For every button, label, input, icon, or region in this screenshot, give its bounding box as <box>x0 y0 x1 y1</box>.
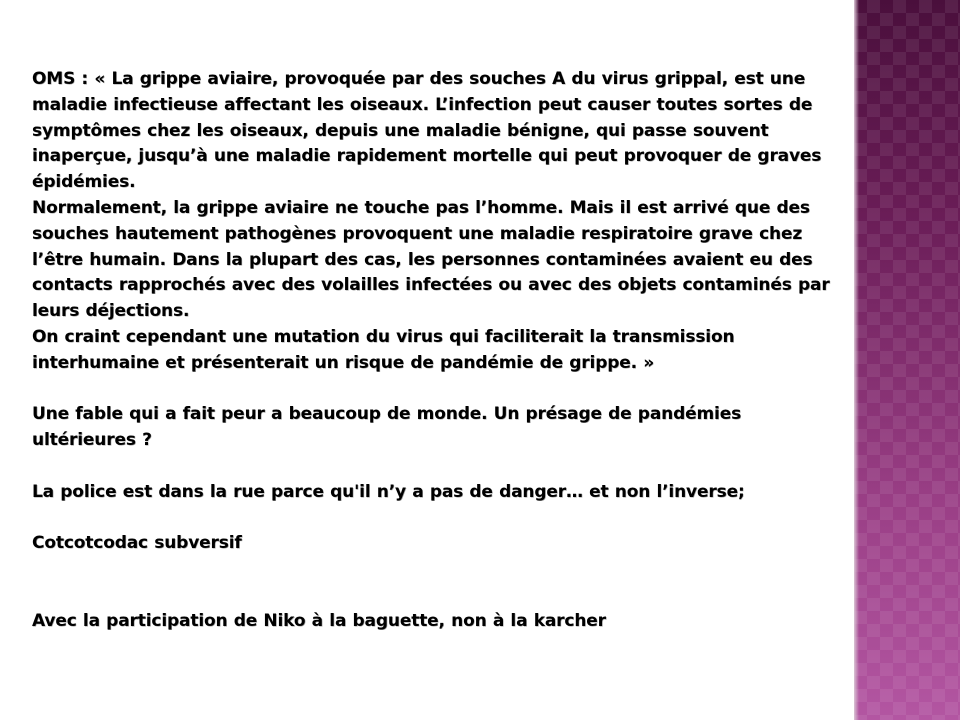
paragraph-mutation: On craint cependant une mutation du virus qui faciliterait la transmission interhumaine et présenterait un risque de pandémie de grippe. » <box>32 326 741 373</box>
paragraph-police: La police est dans la rue parce qu'il n’y a pas de danger… et non l’inverse; <box>32 481 745 502</box>
side-band-edge <box>854 0 859 720</box>
paragraph-oms-quote: OMS : « La grippe aviaire, provoquée par des souches A du virus grippal, est une maladie infectieuse affectant les oiseaux. L’infection peut causer toutes sortes de symptômes chez les oiseaux, depuis une maladie bénigne, qui passe souvent inaperçue, jusqu’à une maladie rapidement mortelle qui peut provoquer de graves épidémies. <box>32 69 828 193</box>
decorative-side-band <box>854 0 960 720</box>
blank-line <box>32 557 842 583</box>
paragraph-participation: Avec la participation de Niko à la baguette, non à la karcher <box>32 610 606 631</box>
blank-line <box>32 454 842 480</box>
paragraph-cotcotcodac: Cotcotcodac subversif <box>32 533 242 554</box>
blank-line <box>32 506 842 532</box>
slide-text-body <box>32 67 842 635</box>
paragraph-normalement: Normalement, la grippe aviaire ne touche pas l’homme. Mais il est arrivé que des souches hautement pathogènes provoquent une maladie respiratoire grave chez l’être humain. Dans la plupart des cas, les personnes contaminées avaient eu des contacts rapprochés avec des volailles infectées ou avec des objets contaminés par leurs déjections. <box>32 197 836 322</box>
blank-line <box>32 583 842 609</box>
paragraph-fable: Une fable qui a fait peur a beaucoup de monde. Un présage de pandémies ultérieures ? <box>32 404 748 451</box>
blank-line <box>32 377 842 403</box>
